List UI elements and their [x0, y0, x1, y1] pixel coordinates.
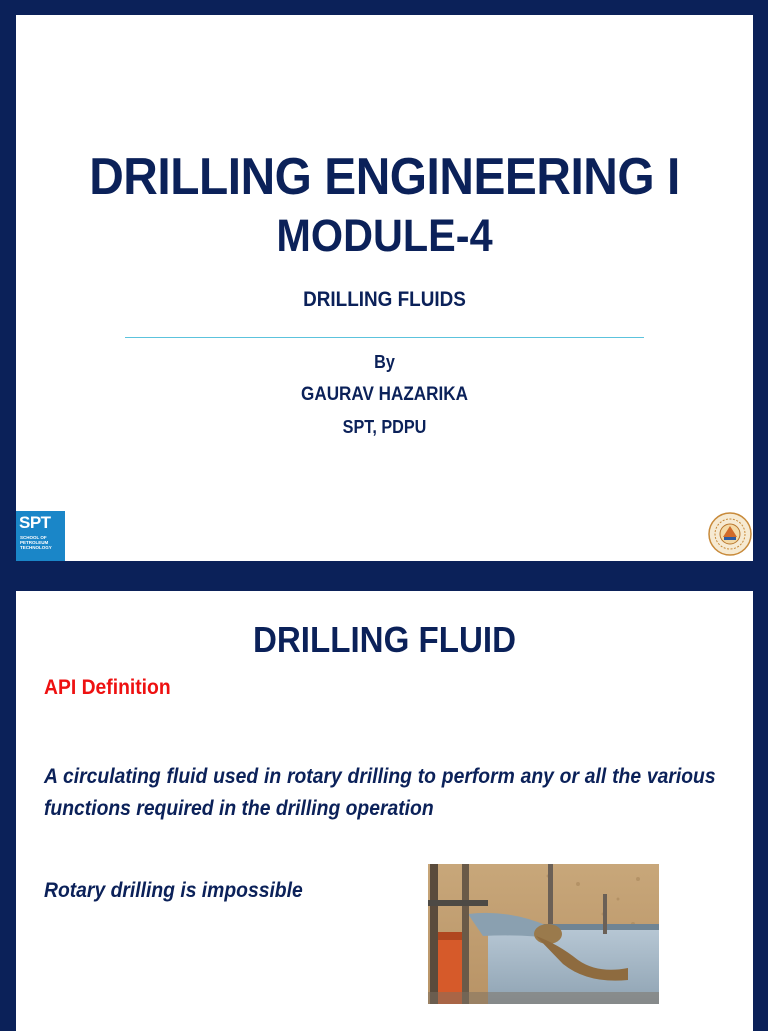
- university-seal-icon: [708, 512, 752, 556]
- spt-logo-text: [20, 535, 52, 550]
- content-slide: [16, 591, 753, 1031]
- spt-logo-icon: [16, 511, 65, 561]
- author-affiliation: SPT, PDPU: [342, 417, 427, 437]
- section-heading: API Definition: [44, 676, 171, 699]
- spt-logo-abbr: SPT: [19, 513, 51, 532]
- author-name: GAURAV HAZARIKA: [301, 384, 468, 405]
- divider-line: [125, 337, 644, 338]
- course-title: DRILLING ENGINEERING I: [89, 148, 680, 206]
- spt-logo-line: TECHNOLOGY: [20, 545, 52, 550]
- module-subtitle: DRILLING FLUIDS: [303, 288, 466, 311]
- statement-text: Rotary drilling is impossible: [44, 879, 303, 902]
- spt-logo-line: SCHOOL OF: [20, 535, 47, 540]
- spt-logo-line: PETROLEUM: [20, 540, 49, 545]
- title-slide: [16, 15, 753, 561]
- by-label: By: [374, 352, 395, 372]
- module-title: MODULE-4: [276, 210, 493, 261]
- slide-title: DRILLING FLUID: [252, 619, 517, 660]
- definition-text: A circulating fluid used in rotary drilling to perform any or all the various functions required in the drilling operation: [44, 765, 716, 820]
- drilling-mud-photo: [428, 864, 659, 1004]
